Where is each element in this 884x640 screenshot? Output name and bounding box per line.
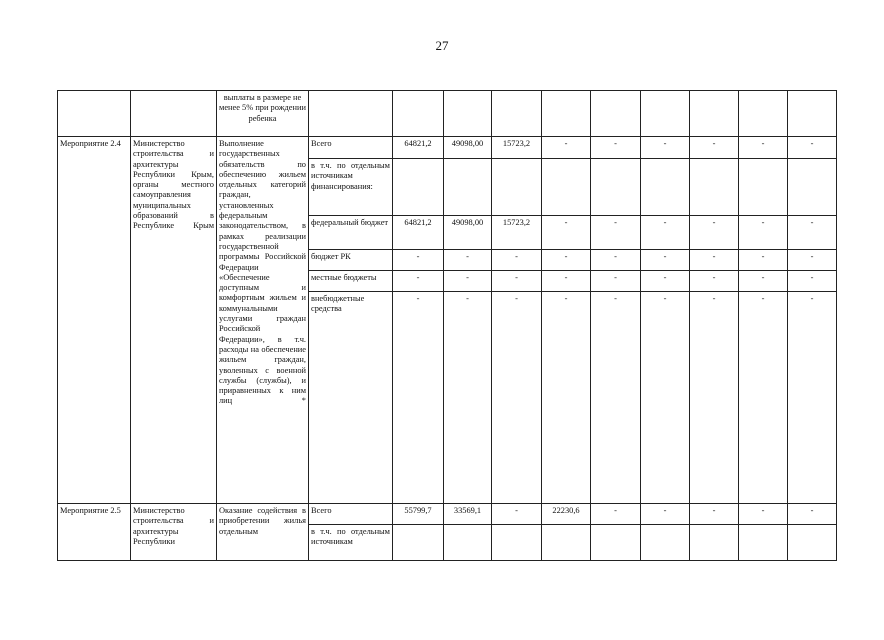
value-cell bbox=[393, 159, 444, 216]
value-cell: - bbox=[690, 271, 739, 292]
value-cell bbox=[788, 91, 837, 137]
value-cell bbox=[690, 525, 739, 561]
value-cell bbox=[739, 159, 788, 216]
value-cell: - bbox=[739, 216, 788, 250]
description-cell: Оказание содействия в приобретении жилья отдельным bbox=[217, 504, 309, 561]
source-cell: местные бюджеты bbox=[309, 271, 393, 292]
executor-cell bbox=[131, 91, 217, 137]
value-cell bbox=[542, 159, 591, 216]
value-cell: - bbox=[542, 216, 591, 250]
value-cell: - bbox=[788, 292, 837, 504]
value-cell: - bbox=[492, 292, 542, 504]
value-cell: - bbox=[788, 271, 837, 292]
value-cell: - bbox=[591, 292, 641, 504]
value-cell bbox=[444, 159, 492, 216]
value-cell: - bbox=[641, 504, 690, 525]
value-cell: - bbox=[492, 250, 542, 271]
value-cell: 49098,00 bbox=[444, 137, 492, 159]
value-cell: - bbox=[492, 271, 542, 292]
value-cell bbox=[788, 525, 837, 561]
value-cell: - bbox=[444, 250, 492, 271]
value-cell: - bbox=[591, 216, 641, 250]
source-cell bbox=[309, 91, 393, 137]
value-cell: - bbox=[591, 504, 641, 525]
executor-cell: Министерство строительства и архитектуры Республики Крым, органы местного самоуправления муниципальных образований в Республике Крым bbox=[131, 137, 217, 504]
value-cell bbox=[393, 525, 444, 561]
value-cell: - bbox=[690, 137, 739, 159]
value-cell: - bbox=[788, 216, 837, 250]
value-cell: 64821,2 bbox=[393, 216, 444, 250]
value-cell bbox=[739, 91, 788, 137]
value-cell: - bbox=[739, 250, 788, 271]
value-cell bbox=[444, 525, 492, 561]
value-cell: 55799,7 bbox=[393, 504, 444, 525]
value-cell: - bbox=[690, 216, 739, 250]
value-cell: - bbox=[444, 271, 492, 292]
value-cell: - bbox=[542, 271, 591, 292]
description-cell: выплаты в размере не менее 5% при рождении ребенка bbox=[217, 91, 309, 137]
value-cell bbox=[542, 525, 591, 561]
value-cell: - bbox=[739, 271, 788, 292]
value-cell: - bbox=[641, 271, 690, 292]
value-cell: 64821,2 bbox=[393, 137, 444, 159]
value-cell: 22230,6 bbox=[542, 504, 591, 525]
value-cell: - bbox=[788, 250, 837, 271]
value-cell bbox=[542, 91, 591, 137]
value-cell: - bbox=[788, 504, 837, 525]
value-cell: - bbox=[641, 292, 690, 504]
value-cell: - bbox=[444, 292, 492, 504]
value-cell: - bbox=[739, 137, 788, 159]
value-cell: - bbox=[690, 292, 739, 504]
source-cell: внебюджетные средства bbox=[309, 292, 393, 504]
budget-table bbox=[57, 90, 837, 561]
value-cell: - bbox=[542, 250, 591, 271]
value-cell: - bbox=[690, 250, 739, 271]
value-cell bbox=[641, 525, 690, 561]
value-cell: - bbox=[739, 292, 788, 504]
value-cell bbox=[591, 525, 641, 561]
source-cell: Всего bbox=[309, 137, 393, 159]
value-cell bbox=[444, 91, 492, 137]
value-cell: - bbox=[492, 504, 542, 525]
value-cell: 15723,2 bbox=[492, 137, 542, 159]
event-cell: Мероприятие 2.4 bbox=[58, 137, 131, 504]
value-cell: - bbox=[690, 504, 739, 525]
page-number: 27 bbox=[435, 38, 449, 53]
value-cell: - bbox=[788, 137, 837, 159]
executor-cell: Министерство строительства и архитектуры Республики bbox=[131, 504, 217, 561]
value-cell bbox=[492, 525, 542, 561]
value-cell bbox=[690, 159, 739, 216]
event-cell bbox=[58, 91, 131, 137]
table-row bbox=[58, 504, 837, 525]
source-cell: федеральный бюджет bbox=[309, 216, 393, 250]
source-cell: Всего bbox=[309, 504, 393, 525]
description-cell: Выполнение государственных обязательств по обеспечению жильем отдельных категорий граждан, установленных федеральным законодательством, в рамках реализации государственной программы Российской Федерации «Обеспечение доступным и комфортным жильем и коммунальными услугами граждан Российской Федерации», в т.ч. расходы на обеспечение жильем граждан, уволенных с военной службы (службы), и приравненных к ним лиц * bbox=[217, 137, 309, 504]
value-cell bbox=[690, 91, 739, 137]
value-cell: - bbox=[542, 137, 591, 159]
value-cell: - bbox=[591, 271, 641, 292]
table-row bbox=[58, 137, 837, 159]
value-cell bbox=[788, 159, 837, 216]
value-cell: - bbox=[393, 250, 444, 271]
value-cell bbox=[393, 91, 444, 137]
source-cell: в т.ч. по отдельным источникам финансирования: bbox=[309, 159, 393, 216]
value-cell: - bbox=[542, 292, 591, 504]
value-cell: - bbox=[591, 250, 641, 271]
value-cell bbox=[641, 91, 690, 137]
value-cell bbox=[591, 91, 641, 137]
value-cell bbox=[641, 159, 690, 216]
value-cell bbox=[492, 159, 542, 216]
value-cell: 49098,00 bbox=[444, 216, 492, 250]
value-cell: - bbox=[591, 137, 641, 159]
value-cell: - bbox=[641, 137, 690, 159]
value-cell: - bbox=[393, 292, 444, 504]
value-cell bbox=[739, 525, 788, 561]
event-cell: Мероприятие 2.5 bbox=[58, 504, 131, 561]
value-cell: - bbox=[739, 504, 788, 525]
value-cell: 15723,2 bbox=[492, 216, 542, 250]
table-row bbox=[58, 91, 837, 137]
value-cell: - bbox=[641, 216, 690, 250]
value-cell: - bbox=[393, 271, 444, 292]
source-cell: в т.ч. по отдельным источникам bbox=[309, 525, 393, 561]
value-cell bbox=[591, 159, 641, 216]
value-cell bbox=[492, 91, 542, 137]
value-cell: - bbox=[641, 250, 690, 271]
source-cell: бюджет РК bbox=[309, 250, 393, 271]
value-cell: 33569,1 bbox=[444, 504, 492, 525]
